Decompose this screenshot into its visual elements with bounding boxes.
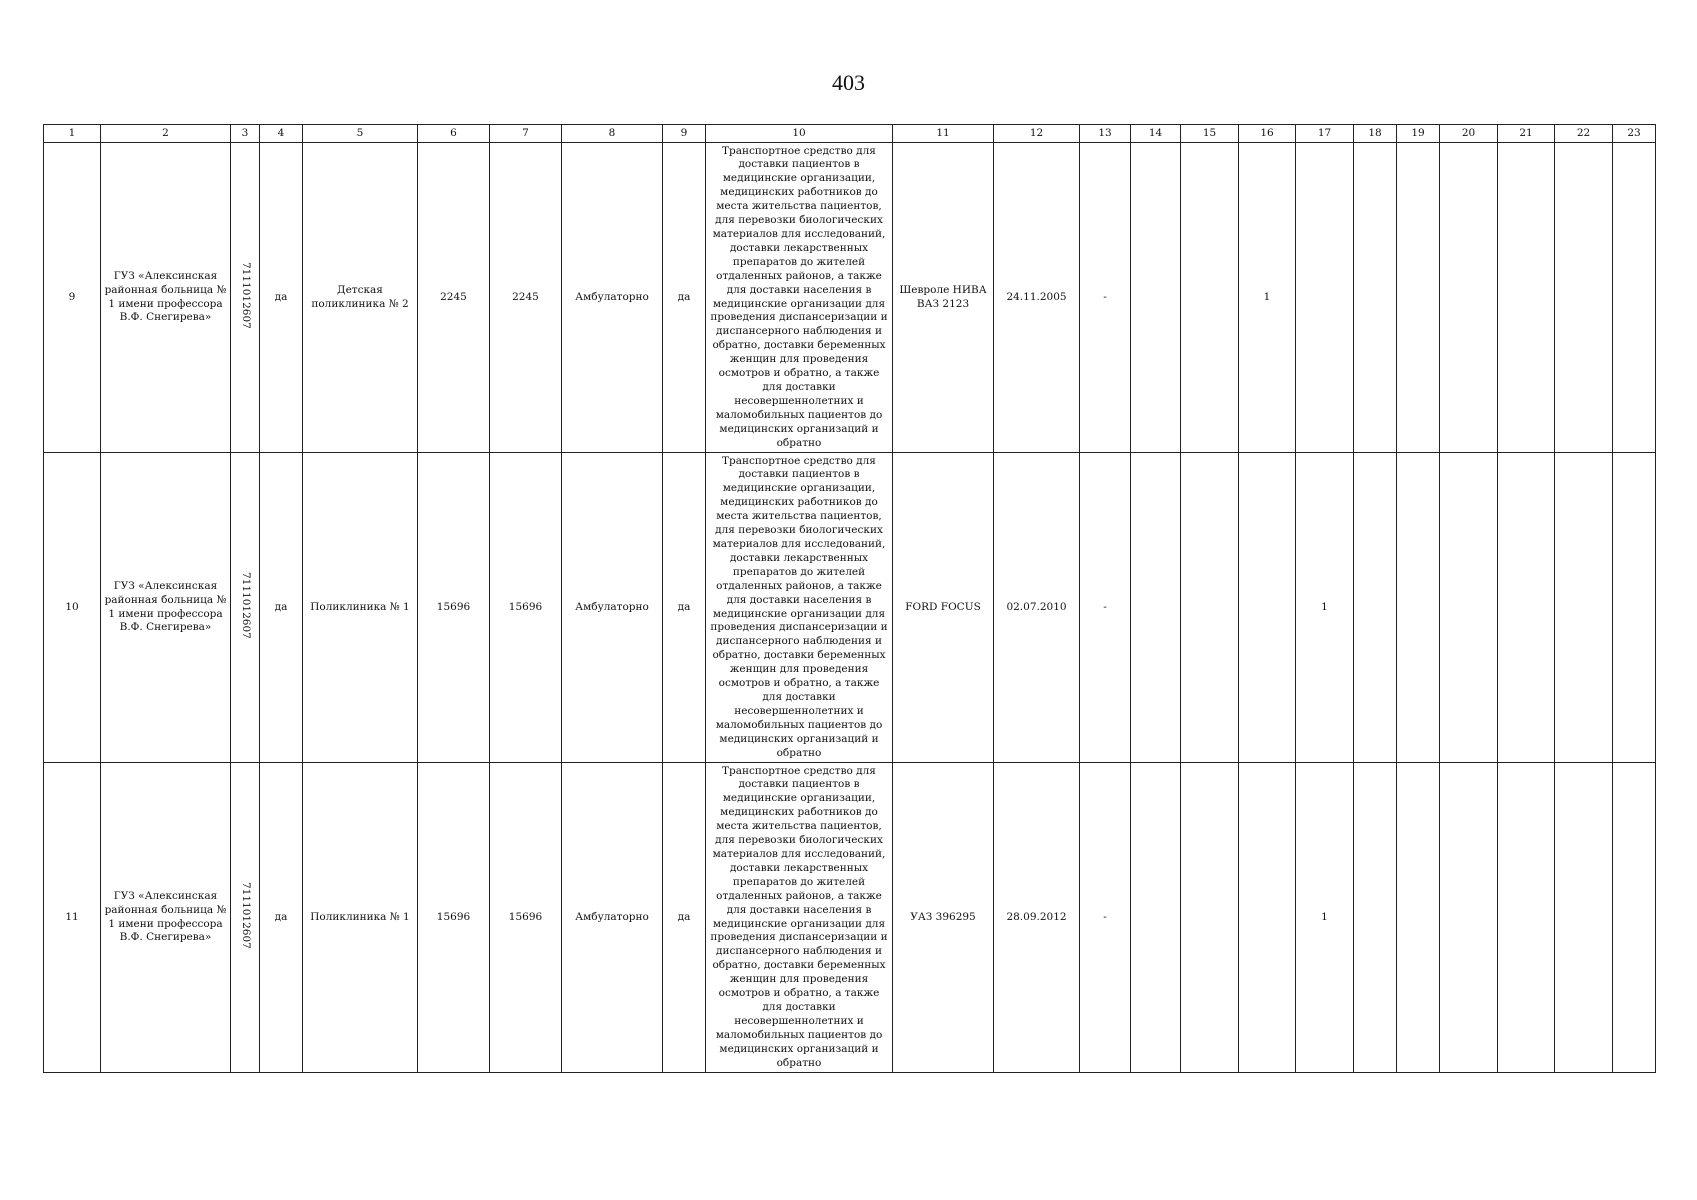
column-number-header: 15 <box>1181 125 1239 143</box>
column-number-header: 18 <box>1354 125 1397 143</box>
value-col17: 1 <box>1296 763 1354 1073</box>
column-number-header: 16 <box>1239 125 1296 143</box>
value-col13: - <box>1080 143 1131 453</box>
care-type: Амбулаторно <box>562 143 663 453</box>
row-number: 10 <box>44 453 101 763</box>
registration-date: 02.07.2010 <box>994 453 1080 763</box>
column-number-header: 3 <box>231 125 260 143</box>
table-row <box>44 143 1656 453</box>
column-number-header: 11 <box>893 125 994 143</box>
column-number-header: 9 <box>663 125 706 143</box>
column-number-row <box>44 125 1656 143</box>
table-row <box>44 453 1656 763</box>
value-col15 <box>1181 763 1239 1073</box>
flag-col4: да <box>260 453 303 763</box>
column-number-header: 7 <box>490 125 562 143</box>
organization-name: ГУЗ «Алексинская районная больница № 1 имени профессора В.Ф. Снегирева» <box>101 143 231 453</box>
value-col19 <box>1397 453 1440 763</box>
vehicle-registry-table <box>43 124 1656 1073</box>
table-body <box>44 143 1656 1073</box>
subdivision-name: Поликлиника № 1 <box>303 763 418 1073</box>
value-col14 <box>1131 143 1181 453</box>
column-number-header: 23 <box>1613 125 1656 143</box>
vehicle-purpose: Транспортное средство для доставки пациентов в медицинские организации, медицинских работников до места жительства пациентов, для перевозки биологических материалов для исследований, доставки лекарственных препаратов до жителей отдаленных районов, а также для доставки населения в медицинские организации для проведения диспансеризации и диспансерного наблюдения и обратно, доставки беременных женщин для проведения осмотров и обратно, а также для доставки несовершеннолетних и маломобильных пациентов до медицинских организаций и обратно <box>706 763 893 1073</box>
value-col16 <box>1239 763 1296 1073</box>
value-col19 <box>1397 143 1440 453</box>
value-col23 <box>1613 453 1656 763</box>
value-col21 <box>1498 453 1555 763</box>
column-number-header: 14 <box>1131 125 1181 143</box>
inn-cell <box>231 143 260 453</box>
row-number: 11 <box>44 763 101 1073</box>
value-col15 <box>1181 453 1239 763</box>
vehicle-purpose: Транспортное средство для доставки пациентов в медицинские организации, медицинских работников до места жительства пациентов, для перевозки биологических материалов для исследований, доставки лекарственных препаратов до жителей отдаленных районов, а также для доставки населения в медицинские организации для проведения диспансеризации и диспансерного наблюдения и обратно, доставки беременных женщин для проведения осмотров и обратно, а также для доставки несовершеннолетних и маломобильных пациентов до медицинских организаций и обратно <box>706 143 893 453</box>
column-number-header: 6 <box>418 125 490 143</box>
value-col7: 2245 <box>490 143 562 453</box>
value-col20 <box>1440 763 1498 1073</box>
value-col22 <box>1555 143 1613 453</box>
value-col6: 15696 <box>418 453 490 763</box>
value-col16 <box>1239 453 1296 763</box>
inn-value: 7111012607 <box>239 261 252 329</box>
value-col13: - <box>1080 763 1131 1073</box>
value-col14 <box>1131 453 1181 763</box>
column-number-header: 19 <box>1397 125 1440 143</box>
value-col16: 1 <box>1239 143 1296 453</box>
table-row <box>44 763 1656 1073</box>
flag-col9: да <box>663 453 706 763</box>
value-col18 <box>1354 143 1397 453</box>
value-col19 <box>1397 763 1440 1073</box>
value-col20 <box>1440 143 1498 453</box>
flag-col9: да <box>663 143 706 453</box>
inn-value: 7111012607 <box>239 571 252 639</box>
vehicle-purpose: Транспортное средство для доставки пациентов в медицинские организации, медицинских работников до места жительства пациентов, для перевозки биологических материалов для исследований, доставки лекарственных препаратов до жителей отдаленных районов, а также для доставки населения в медицинские организации для проведения диспансеризации и диспансерного наблюдения и обратно, доставки беременных женщин для проведения осмотров и обратно, а также для доставки несовершеннолетних и маломобильных пациентов до медицинских организаций и обратно <box>706 453 893 763</box>
organization-name: ГУЗ «Алексинская районная больница № 1 имени профессора В.Ф. Снегирева» <box>101 453 231 763</box>
value-col18 <box>1354 763 1397 1073</box>
value-col23 <box>1613 763 1656 1073</box>
column-number-header: 8 <box>562 125 663 143</box>
row-number: 9 <box>44 143 101 453</box>
value-col20 <box>1440 453 1498 763</box>
value-col21 <box>1498 763 1555 1073</box>
column-number-header: 22 <box>1555 125 1613 143</box>
subdivision-name: Детская поликлиника № 2 <box>303 143 418 453</box>
column-number-header: 4 <box>260 125 303 143</box>
value-col14 <box>1131 763 1181 1073</box>
column-number-header: 20 <box>1440 125 1498 143</box>
inn-cell <box>231 453 260 763</box>
column-number-header: 5 <box>303 125 418 143</box>
value-col17 <box>1296 143 1354 453</box>
value-col7: 15696 <box>490 763 562 1073</box>
flag-col4: да <box>260 143 303 453</box>
vehicle-model: УАЗ 396295 <box>893 763 994 1073</box>
column-number-header: 12 <box>994 125 1080 143</box>
column-number-header: 21 <box>1498 125 1555 143</box>
value-col6: 15696 <box>418 763 490 1073</box>
value-col21 <box>1498 143 1555 453</box>
vehicle-model: FORD FOCUS <box>893 453 994 763</box>
column-number-header: 2 <box>101 125 231 143</box>
page-number: 403 <box>832 70 865 95</box>
registration-date: 28.09.2012 <box>994 763 1080 1073</box>
value-col17: 1 <box>1296 453 1354 763</box>
flag-col4: да <box>260 763 303 1073</box>
care-type: Амбулаторно <box>562 453 663 763</box>
column-number-header: 10 <box>706 125 893 143</box>
care-type: Амбулаторно <box>562 763 663 1073</box>
value-col6: 2245 <box>418 143 490 453</box>
value-col7: 15696 <box>490 453 562 763</box>
inn-cell <box>231 763 260 1073</box>
column-number-header: 13 <box>1080 125 1131 143</box>
inn-value: 7111012607 <box>239 881 252 949</box>
value-col15 <box>1181 143 1239 453</box>
registration-date: 24.11.2005 <box>994 143 1080 453</box>
column-number-header: 17 <box>1296 125 1354 143</box>
value-col18 <box>1354 453 1397 763</box>
vehicle-model: Шевроле НИВА ВАЗ 2123 <box>893 143 994 453</box>
subdivision-name: Поликлиника № 1 <box>303 453 418 763</box>
value-col22 <box>1555 453 1613 763</box>
organization-name: ГУЗ «Алексинская районная больница № 1 имени профессора В.Ф. Снегирева» <box>101 763 231 1073</box>
column-number-header: 1 <box>44 125 101 143</box>
value-col13: - <box>1080 453 1131 763</box>
value-col22 <box>1555 763 1613 1073</box>
flag-col9: да <box>663 763 706 1073</box>
value-col23 <box>1613 143 1656 453</box>
